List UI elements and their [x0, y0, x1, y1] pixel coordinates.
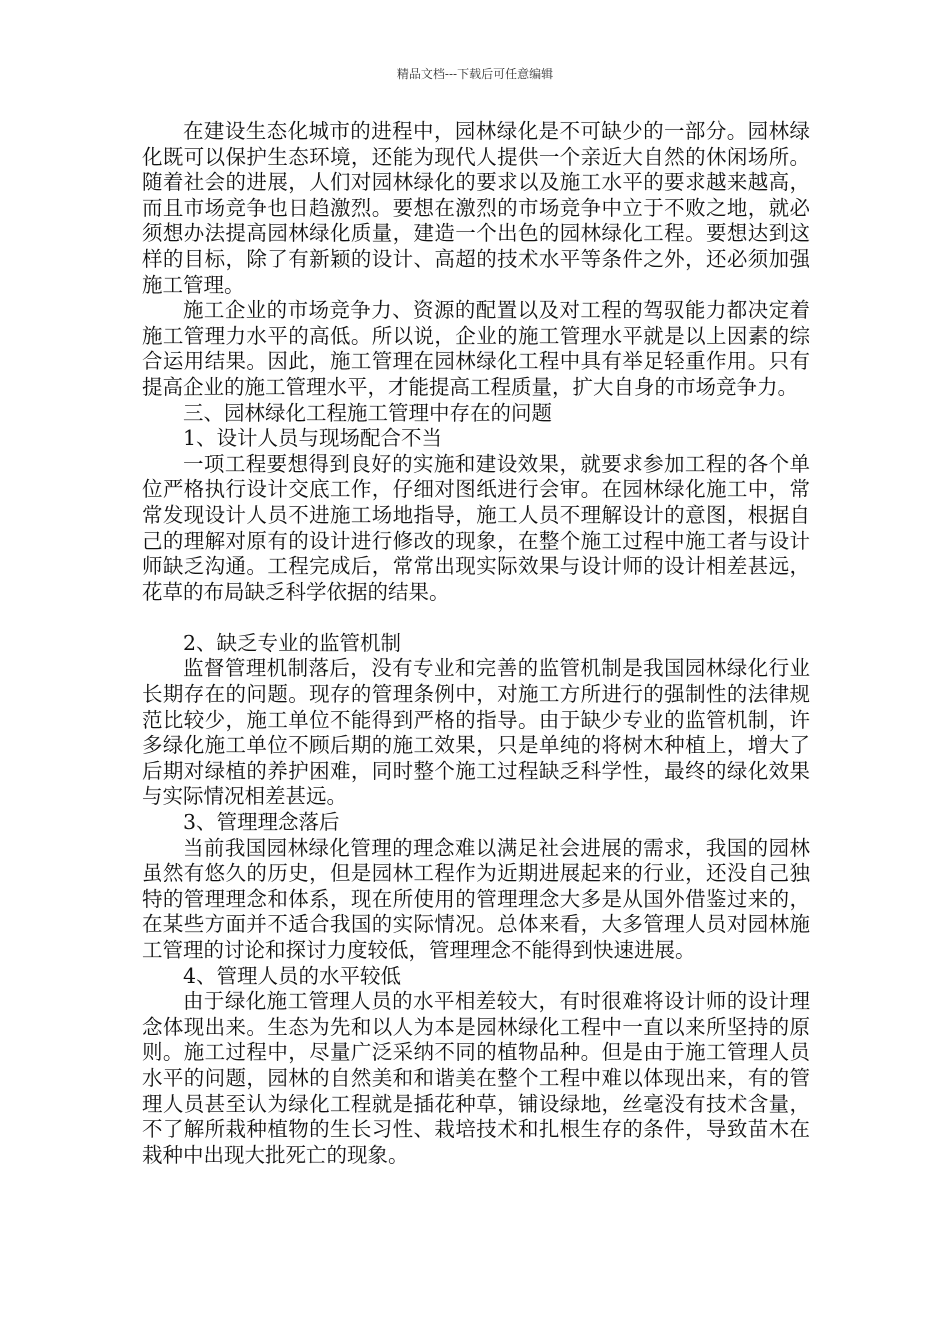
paragraph-designer-coordination: 一项工程要想得到良好的实施和建设效果，就要求参加工程的各个单位严格执行设计交底工作，仔细对图纸进行会审。在园林绿化施工中，常常发现设计人员不进施工场地指导，施工人员不理解设计的意图，根据自己的理解对原有的设计进行修改的现象，在整个施工过程中施工者与设计师缺乏沟通。工程完成后，常常出现实际效果与设计师的设计相差甚远，花草的布局缺乏科学依据的结果。 [142, 451, 810, 604]
subheading-staff-level: 4、管理人员的水平较低 [183, 963, 402, 988]
section-heading-problems: 三、园林绿化工程施工管理中存在的问题 [183, 400, 552, 425]
page-header: 精品文档---下载后可任意编辑 [396, 67, 554, 81]
subheading-supervision: 2、缺乏专业的监管机制 [183, 630, 402, 655]
blank-line [142, 605, 810, 631]
subheading-designer-coordination: 1、设计人员与现场配合不当 [183, 426, 443, 451]
paragraph-competitiveness: 施工企业的市场竞争力、资源的配置以及对工程的驾驭能力都决定着施工管理力水平的高低。所以说，企业的施工管理水平就是以上因素的综合运用结果。因此，施工管理在园林绿化工程中具有举足轻重作用。只有提高企业的施工管理水平，才能提高工程质量，扩大自身的市场竞争力。 [142, 298, 810, 399]
paragraph-supervision: 监督管理机制落后，没有专业和完善的监管机制是我国园林绿化行业长期存在的问题。现存的管理条例中，对施工方所进行的强制性的法律规范比较少，施工单位不能得到严格的指导。由于缺少专业的监管机制，许多绿化施工单位不顾后期的施工效果，只是单纯的将树木种植上，增大了后期对绿植的养护困难，同时整个施工过程缺乏科学性，最终的绿化效果与实际情况相差甚远。 [142, 656, 810, 809]
paragraph-staff-level: 由于绿化施工管理人员的水平相差较大，有时很难将设计师的设计理念体现出来。生态为先和以人为本是园林绿化工程中一直以来所坚持的原则。施工过程中，尽量广泛采纳不同的植物品种。但是由于施工管理人员水平的问题，园林的自然美和和谐美在整个工程中难以体现出来，有的管理人员甚至认为绿化工程就是插花种草，铺设绿地，丝毫没有技术含量，不了解所栽种植物的生长习性、栽培技术和扎根生存的条件，导致苗木在栽种中出现大批死亡的现象。 [142, 989, 810, 1167]
paragraph-intro: 在建设生态化城市的进程中，园林绿化是不可缺少的一部分。园林绿化既可以保护生态环境，还能为现代人提供一个亲近大自然的休闲场所。随着社会的进展，人们对园林绿化的要求以及施工水平的要求越来越高，而且市场竞争也日趋激烈。要想在激烈的市场竞争中立于不败之地，就必须想办法提高园林绿化质量，建造一个出色的园林绿化工程。要想达到这样的目标，除了有新颖的设计、高超的技术水平等条件之外，还必须加强施工管理。 [142, 119, 810, 297]
paragraph-management-concept: 当前我国园林绿化管理的理念难以满足社会进展的需求，我国的园林虽然有悠久的历史，但是园林工程作为近期进展起来的行业，还没自己独特的管理理念和体系，现在所使用的管理理念大多是从国外借鉴过来的，在某些方面并不适合我国的实际情况。总体来看，大多管理人员对园林施工管理的讨论和探讨力度较低，管理理念不能得到快速进展。 [142, 835, 810, 962]
document-body [142, 119, 810, 1168]
subheading-management-concept: 3、管理理念落后 [183, 810, 340, 835]
